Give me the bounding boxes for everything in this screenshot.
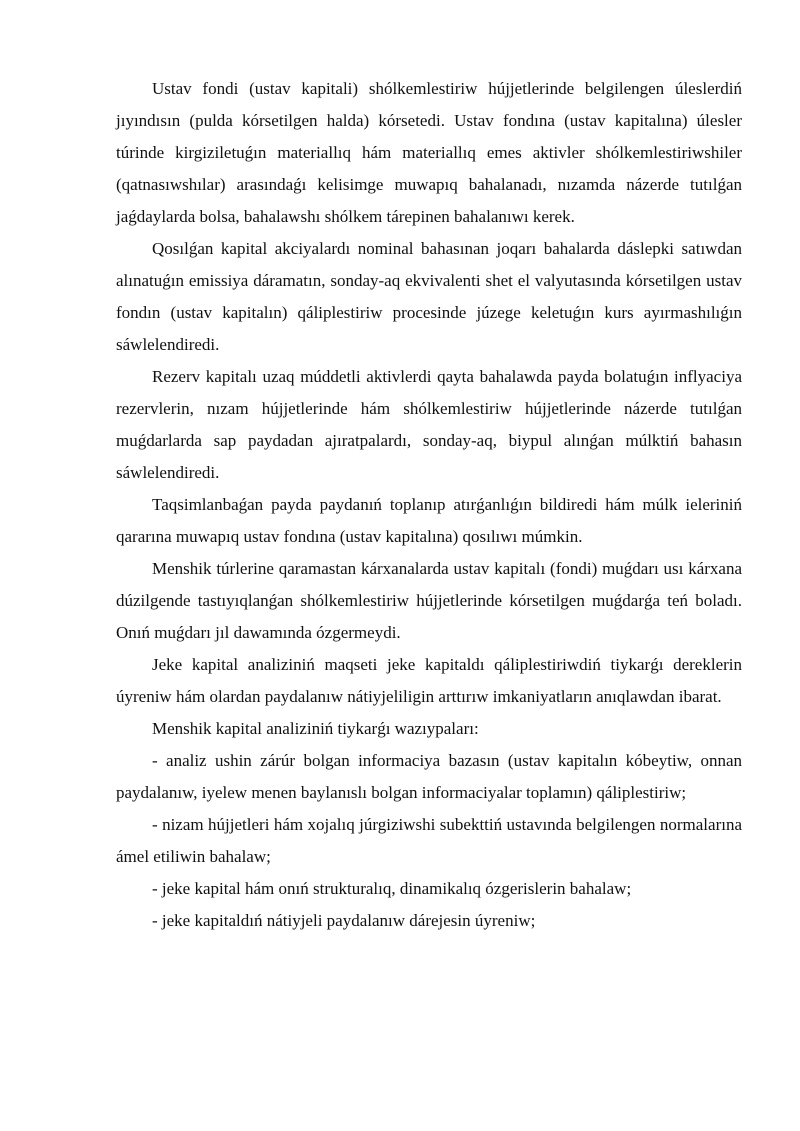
paragraph-analiz-maqseti: Jeke kapital analiziniń maqseti jeke kapitaldı qáliplestiriwdiń tiykarǵı dereklerin úyreniw hám olardan paydalanıw nátiyjeliligin arttırıw imkaniyatların anıqlawdan ibarat. — [116, 655, 742, 706]
paragraph-menshik-turleri: Menshik túrlerine qaramastan kárxanalarda ustav kapitalı (fondi) muǵdarı usı kárxana dúzilgende tastıyıqlanǵan shólkemlestiriw hújjetlerinde kórsetilgen muǵdarǵa teń boladı. Onıń muǵdarı jıl dawamında ózgermeydi. — [116, 559, 742, 642]
paragraph-ustav-fondi: Ustav fondi (ustav kapitali) shólkemlestiriw hújjetlerinde belgilengen úleslerdiń jıyındısın (pulda kórsetilgen halda) kórsetedi. Ustav fondına (ustav kapitalına) úlesler túrinde kirgiziletuǵın materiallıq hám materiallıq emes aktivler shólkemlestiriwshiler (qatnasıwshılar) arasındaǵı kelisimge muwapıq bahalanadı, nızamda názerde tutılǵan jaǵdaylarda bolsa, bahalawshı shólkem tárepinen bahalanıwı kerek. — [116, 79, 742, 226]
paragraph-taqsimlanbagan-payda: Taqsimlanbaǵan payda paydanıń toplanıp atırǵanlıǵın bildiredi hám múlk ieleriniń qararına muwapıq ustav fondına (ustav kapitalına) qosılıwı múmkin. — [116, 495, 742, 546]
document-page — [116, 73, 742, 937]
paragraph-qosilgan-kapital: Qosılǵan kapital akciyalardı nominal bahasınan joqarı bahalarda dáslepki satıwdan alınatuǵın emissiya dáramatın, sonday-aq ekvivalenti shet el valyutasında kórsetilgen ustav fondın (ustav kapitalın) qáliplestiriw procesinde júzege keletuǵın kurs ayırmashılıǵın sáwlelendiredi. — [116, 239, 742, 354]
list-item-struktura-bahalaw: - jeke kapital hám onıń strukturalıq, dinamikalıq ózgerislerin bahalaw; — [152, 879, 632, 898]
paragraph-rezerv-kapitali: Rezerv kapitalı uzaq múddetli aktivlerdi qayta bahalawda payda bolatuǵın inflyaciya rezervlerin, nızam hújjetlerinde hám shólkemlestiriw hújjetlerinde názerde tutılǵan muǵdarlarda sap paydadan ajıratpalardı, sonday-aq, biypul alınǵan múlktiń bahasın sáwlelendiredi. — [116, 367, 742, 482]
list-item-normalar-bahalaw: - nizam hújjetleri hám xojalıq júrgiziwshi subekttiń ustavında belgilengen normalarına ámel etiliwin bahalaw; — [116, 815, 742, 866]
paragraph-wazıypalar-heading: Menshik kapital analiziniń tiykarǵı wazıypaları: — [152, 719, 479, 738]
list-item-paydalaniw-darejesi: - jeke kapitaldıń nátiyjeli paydalanıw dárejesin úyreniw; — [152, 911, 536, 930]
list-item-informaciya-bazasi: - analiz ushin zárúr bolgan informaciya bazasın (ustav kapitalın kóbeytiw, onnan paydalanıw, iyelew menen baylanıslı bolgan informaciyalar toplamın) qáliplestiriw; — [116, 751, 742, 802]
